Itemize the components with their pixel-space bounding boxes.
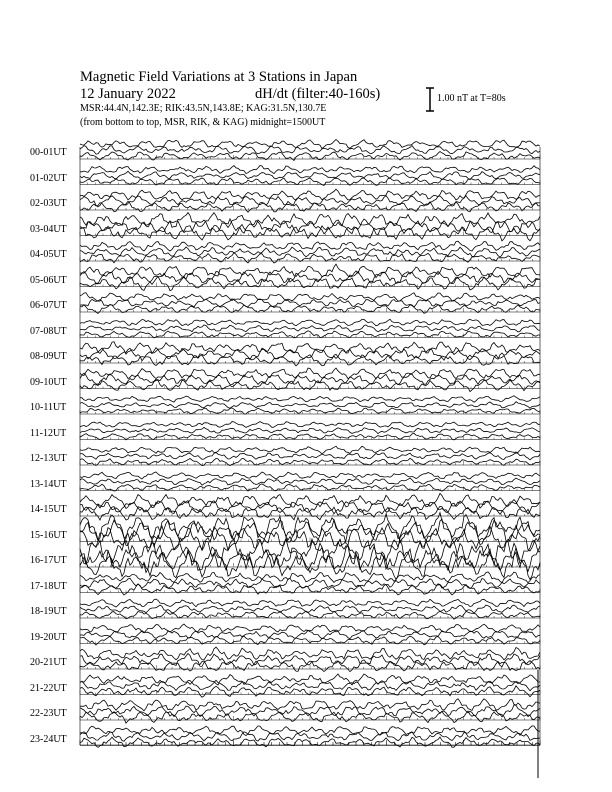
trace-kag-00-01UT: [80, 140, 540, 149]
trace-rik-10-11UT: [80, 402, 540, 409]
hour-label: 04-05UT: [30, 249, 67, 260]
hour-label: 17-18UT: [30, 580, 67, 592]
trace-rik-02-03UT: [80, 196, 540, 207]
hour-label: 10-11UT: [30, 402, 67, 413]
trace-series: [80, 140, 540, 748]
hour-label: 00-01UT: [30, 147, 67, 158]
hour-label: 03-04UT: [30, 223, 67, 235]
stations-info: MSR:44.4N,142.3E; RIK:43.5N,143.8E; KAG:31.5N,130.7E: [80, 103, 327, 114]
chart-title: Magnetic Field Variations at 3 Stations in Japan: [80, 69, 358, 85]
hour-label: 23-24UT: [30, 733, 67, 745]
trace-kag-10-11UT: [80, 396, 540, 403]
trace-kag-03-04UT: [80, 213, 540, 228]
hour-label: 14-15UT: [30, 504, 67, 515]
trace-rik-09-10UT: [80, 373, 540, 386]
hour-label: 01-02UT: [30, 172, 67, 184]
trace-kag-21-22UT: [80, 674, 540, 685]
trace-rik-21-22UT: [80, 680, 540, 691]
trace-kag-01-02UT: [80, 166, 540, 174]
trace-kag-04-05UT: [80, 241, 540, 251]
hour-label: 07-08UT: [30, 325, 67, 337]
hour-label: 15-16UT: [30, 529, 67, 541]
trace-rik-11-12UT: [80, 427, 540, 433]
hour-label: 16-17UT: [30, 555, 67, 566]
quantity-label: dH/dt (filter:40-160s): [255, 86, 381, 102]
hour-label: 06-07UT: [30, 300, 67, 311]
trace-rik-13-14UT: [80, 478, 540, 485]
trace-rik-12-13UT: [80, 453, 540, 460]
date-label: 12 January 2022: [80, 86, 176, 102]
hour-label: 22-23UT: [30, 708, 67, 719]
trace-kag-23-24UT: [80, 726, 540, 736]
station-order-note: (from bottom to top, MSR, RIK, & KAG) midnight=1500UT: [80, 117, 326, 128]
trace-kag-13-14UT: [80, 472, 540, 479]
trace-kag-06-07UT: [80, 293, 540, 302]
trace-rik-07-08UT: [80, 325, 540, 332]
trace-rik-23-24UT: [80, 732, 540, 742]
trace-rik-00-01UT: [80, 146, 540, 155]
trace-kag-02-03UT: [80, 189, 540, 200]
hour-label: 09-10UT: [30, 376, 67, 388]
trace-rik-06-07UT: [80, 299, 540, 307]
trace-rik-05-06UT: [80, 271, 540, 283]
trace-kag-09-10UT: [80, 368, 540, 379]
hour-label: 02-03UT: [30, 198, 67, 209]
hour-label: 13-14UT: [30, 478, 67, 490]
hour-label: 18-19UT: [30, 606, 67, 617]
trace-rik-08-09UT: [80, 348, 540, 361]
hour-label: 05-06UT: [30, 274, 67, 286]
hour-label: 19-20UT: [30, 631, 67, 643]
scale-bar-label: 1.00 nT at T=80s: [437, 93, 506, 104]
trace-kag-07-08UT: [80, 319, 540, 326]
trace-rik-20-21UT: [80, 654, 540, 667]
trace-kag-22-23UT: [80, 699, 540, 711]
scale-bar: [426, 88, 434, 111]
trace-kag-20-21UT: [80, 647, 540, 660]
hour-label: 21-22UT: [30, 682, 67, 694]
trace-kag-18-19UT: [80, 599, 540, 607]
trace-kag-05-06UT: [80, 264, 540, 278]
trace-kag-12-13UT: [80, 446, 540, 454]
hour-label: 08-09UT: [30, 351, 67, 362]
chart-grid: [80, 147, 540, 746]
trace-msr-14-15UT: [80, 506, 540, 520]
hour-label: 11-12UT: [30, 427, 67, 439]
hour-label: 12-13UT: [30, 453, 67, 464]
trace-kag-14-15UT: [80, 493, 540, 508]
hour-label: 20-21UT: [30, 657, 67, 668]
trace-kag-11-12UT: [80, 422, 540, 428]
